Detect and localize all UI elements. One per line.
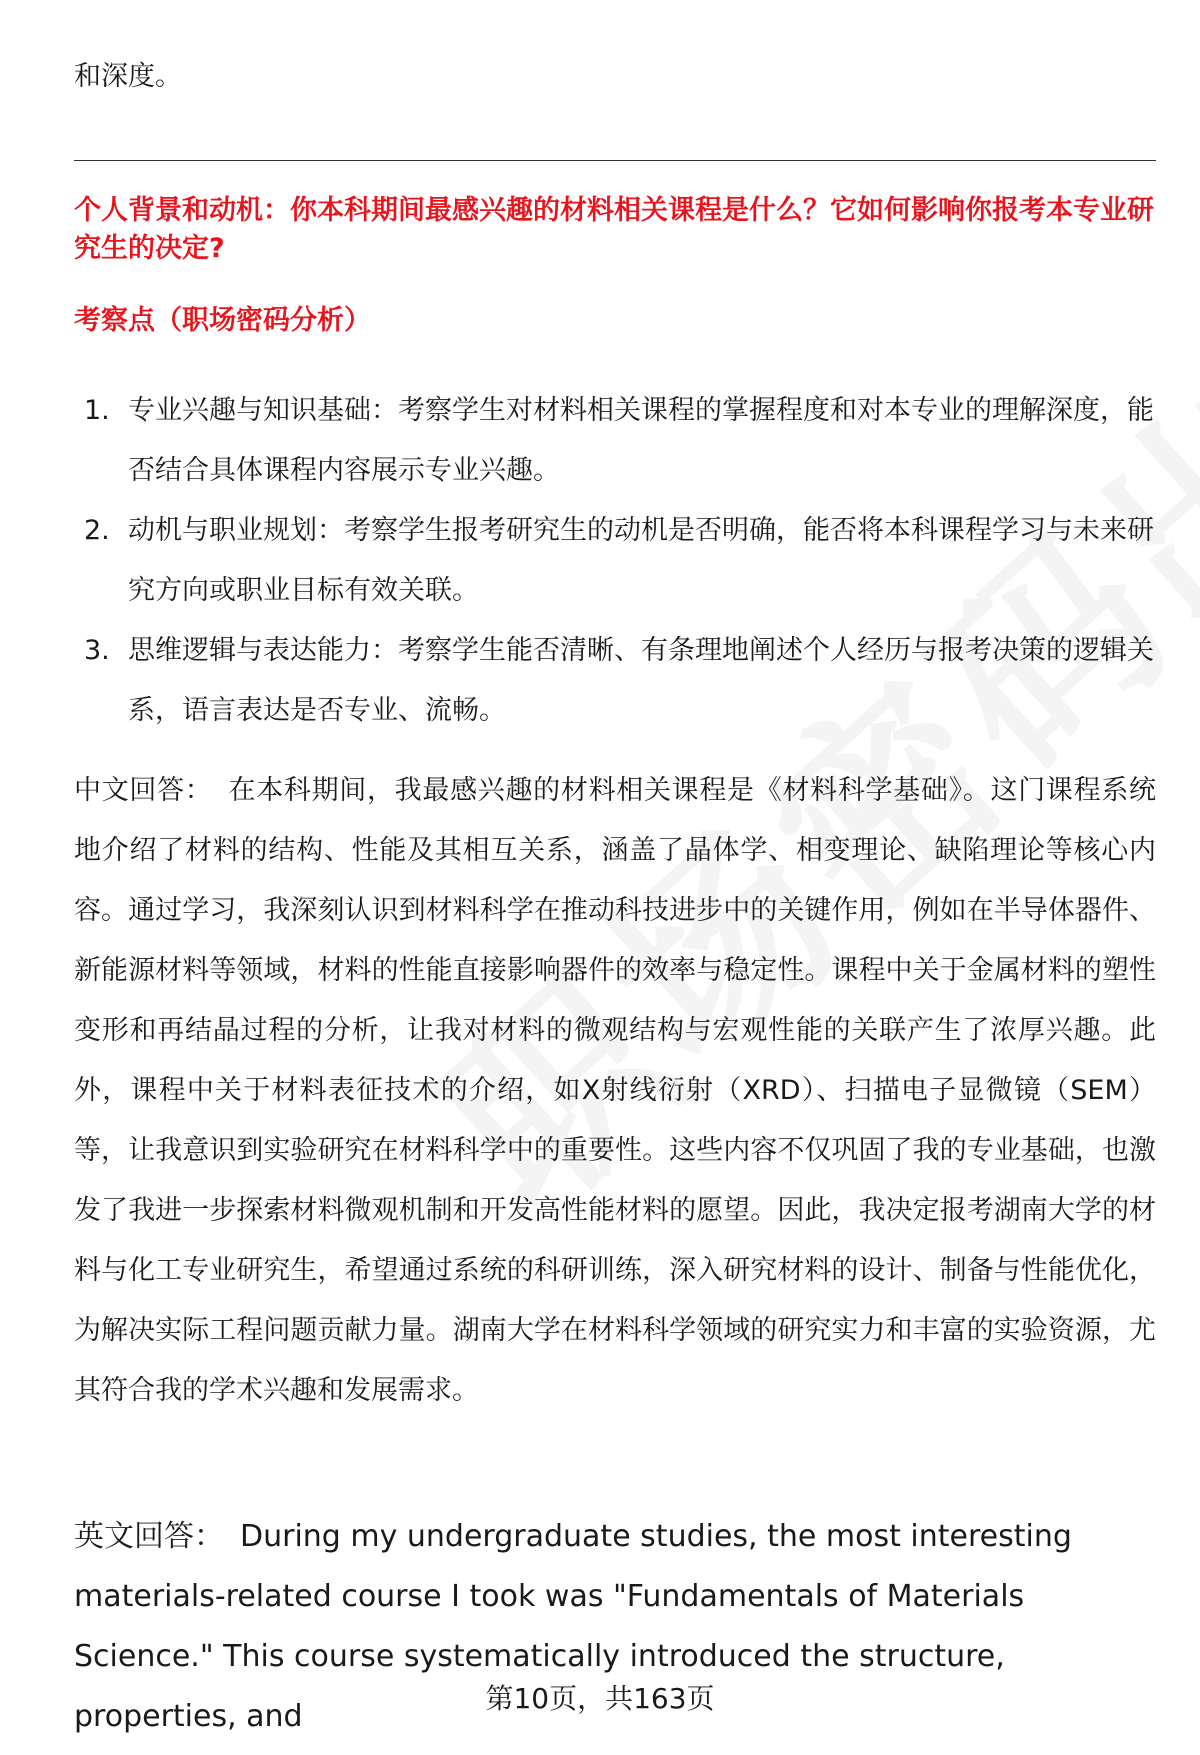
list-item-number: 1. bbox=[84, 395, 110, 426]
question-heading: 个人背景和动机：你本科期间最感兴趣的材料相关课程是什么？它如何影响你报考本专业研究生的决定? bbox=[74, 195, 1154, 264]
assessment-points-list bbox=[74, 381, 1156, 741]
chinese-answer bbox=[74, 761, 1156, 1421]
list-item-text: 动机与职业规划：考察学生报考研究生的动机是否明确，能否将本科课程学习与未来研究方向或职业目标有效关联。 bbox=[128, 515, 1154, 606]
chinese-answer-text: 在本科期间，我最感兴趣的材料相关课程是《材料科学基础》。这门课程系统地介绍了材料的结构、性能及其相互关系，涵盖了晶体学、相变理论、缺陷理论等核心内容。通过学习，我深刻认识到材料科学在推动科技进步中的关键作用，例如在半导体器件、新能源材料等领域，材料的性能直接影响器件的效率与稳定性。课程中关于金属材料的塑性变形和再结晶过程的分析，让我对材料的微观结构与宏观性能的关联产生了浓厚兴趣。此外，课程中关于材料表征技术的介绍，如X射线衍射（XRD）、扫描电子显微镜（SEM）等，让我意识到实验研究在材料科学中的重要性。这些内容不仅巩固了我的专业基础，也激发了我进一步探索材料微观机制和开发高性能材料的愿望。因此，我决定报考湖南大学的材料与化工专业研究生，希望通过系统的科研训练，深入研究材料的设计、制备与性能优化，为解决实际工程问题贡献力量。湖南大学在材料科学领域的研究实力和丰富的实验资源，尤其符合我的学术兴趣和发展需求。 bbox=[74, 775, 1157, 1406]
list-item-text: 专业兴趣与知识基础：考察学生对材料相关课程的掌握程度和对本专业的理解深度，能否结合具体课程内容展示专业兴趣。 bbox=[128, 395, 1154, 486]
continued-text: 和深度。 bbox=[74, 61, 182, 92]
assessment-points-heading: 考察点（职场密码分析） bbox=[74, 305, 371, 336]
english-answer-label: 英文回答： bbox=[74, 1519, 224, 1554]
list-item bbox=[74, 381, 1156, 501]
section-divider bbox=[74, 160, 1156, 161]
list-item bbox=[74, 501, 1156, 621]
page-number: 第10页，共163页 bbox=[485, 1682, 715, 1715]
list-item bbox=[74, 621, 1156, 741]
list-item-text: 思维逻辑与表达能力：考察学生能否清晰、有条理地阐述个人经历与报考决策的逻辑关系，语言表达是否专业、流畅。 bbox=[128, 635, 1154, 726]
list-item-number: 2. bbox=[84, 515, 110, 546]
list-item-number: 3. bbox=[84, 635, 110, 666]
english-answer-text: During my undergraduate studies, the most interesting materials-related course I took was "Fundamentals of Materials Science." This course systematically introduced the structure, properties, and bbox=[74, 1519, 1072, 1734]
chinese-answer-label: 中文回答： bbox=[74, 775, 213, 806]
